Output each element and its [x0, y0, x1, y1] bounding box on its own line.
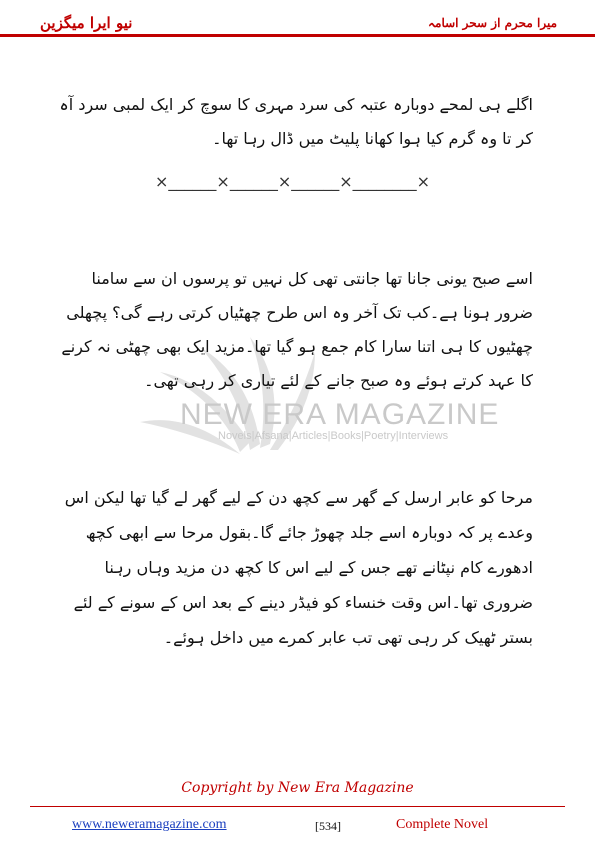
separator-text: ×______×______×______×________×	[155, 172, 431, 191]
header-rule	[0, 34, 595, 37]
website-link[interactable]: www.neweramagazine.com	[72, 817, 227, 832]
magazine-name: نیو ایرا میگزین	[40, 14, 133, 32]
paragraph-1: اگلے ہی لمحے دوبارہ عتبہ کی سرد مہری کا سوچ کر ایک لمبی سرد آہ کر تا وہ گرم کیا ہوا کھانا پلیٹ میں ڈال رہا تھا۔	[59, 95, 533, 148]
paragraph-2: اسے صبح یونی جانا تھا جانتی تھی کل نہیں تو پرسوں ان سے سامنا ضرور ہونا ہے۔کب تک آخر وہ اس طرح چھٹیاں کرتی رہے گی؟ پچھلی چھٹیوں کا ہی اتنا سارا کام جمع ہو گیا تھا۔مزید ایک بھی چھٹی نہ کرنے کا عہد کرتے ہوئے وہ صبح جانے کے لئے تیاری کر رہی تھی۔	[61, 269, 533, 390]
page-header	[0, 6, 595, 36]
page-footer	[0, 815, 595, 837]
watermark-title: NEW ERA MAGAZINE	[180, 398, 500, 431]
author-title: میرا محرم از سحر اسامہ	[428, 16, 557, 30]
paragraph-3: مرحا کو عابر ارسل کے گھر سے کچھ دن کے لیے گھر لے گیا تھا لیکن اس وعدے پر کہ دوبارہ اسے جلد چھوڑ جائے گا۔بقول مرحا سے ابھی کچھ ادھورے کام نپٹانے تھے جس کے لیے اس کا کچھ دن مزید وہاں رہنا ضروری تھا۔اس وقت خنساء کو فیڈر دینے کے بعد اس کے سونے کے لئے بستر ٹھیک کر رہی تھی تب عابر کمرے میں داخل ہوئے۔	[64, 488, 533, 647]
category-label: Complete Novel	[396, 817, 489, 832]
page-number: [534]	[315, 819, 341, 833]
scene-separator	[155, 172, 525, 192]
watermark-subtitle: Novels|Afsana|Articles|Books|Poetry|Interviews	[218, 430, 449, 442]
copyright-notice: Copyright by New Era Magazine	[181, 780, 414, 796]
footer-rule	[30, 806, 565, 807]
